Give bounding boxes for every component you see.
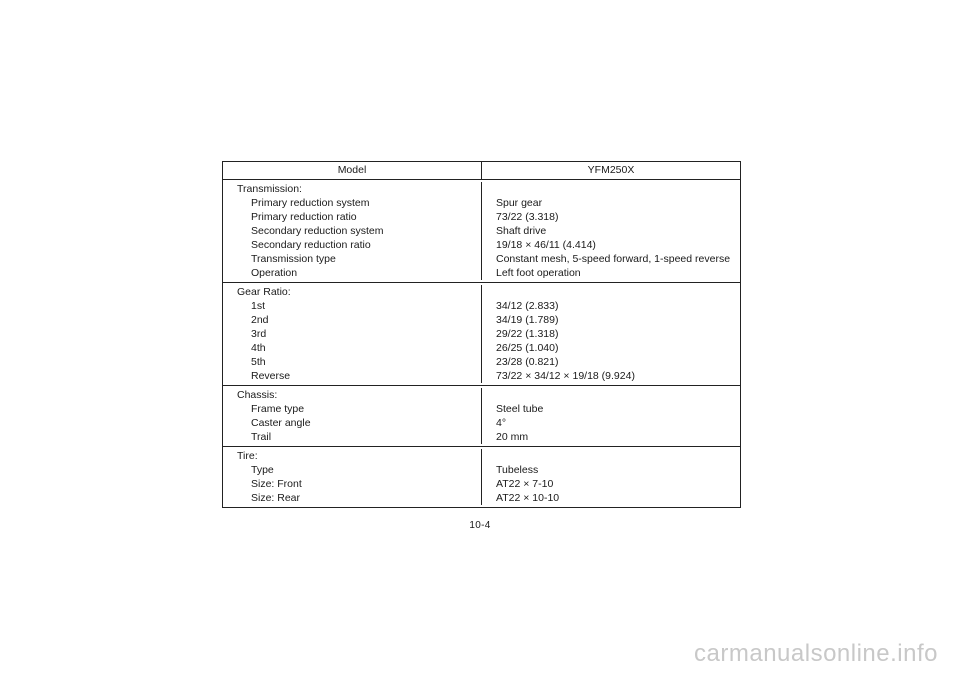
spec-value: AT22 × 7-10 <box>496 478 554 490</box>
spec-label: Secondary reduction system <box>251 225 384 237</box>
spec-label: Caster angle <box>251 417 311 429</box>
section-title-spacer <box>482 182 740 196</box>
spec-value: 4° <box>496 417 507 429</box>
spec-values <box>482 449 740 505</box>
spec-value: 23/28 (0.821) <box>496 356 559 368</box>
spec-labels <box>223 388 482 444</box>
spec-label: 1st <box>251 300 266 312</box>
spec-value: 34/12 (2.833) <box>496 300 559 312</box>
spec-labels <box>223 182 482 280</box>
spec-value: 20 mm <box>496 431 529 443</box>
spec-label: Type <box>251 464 274 476</box>
spec-value: 19/18 × 46/11 (4.414) <box>496 239 596 251</box>
section-title: Tire: <box>237 450 258 462</box>
spec-value: 34/19 (1.789) <box>496 314 559 326</box>
spec-value: Tubeless <box>496 464 539 476</box>
spec-label: Trail <box>251 431 272 443</box>
table-body <box>223 180 740 507</box>
spec-value: 26/25 (1.040) <box>496 342 559 354</box>
table-header <box>223 162 740 180</box>
spec-value: 73/22 × 34/12 × 19/18 (9.924) <box>496 370 635 382</box>
spec-values <box>482 388 740 444</box>
section-title-spacer <box>482 285 740 299</box>
spec-label: 4th <box>251 342 266 354</box>
spec-label: Transmission type <box>251 253 336 265</box>
spec-section <box>223 283 740 386</box>
section-title: Chassis: <box>237 389 278 401</box>
spec-label: 2nd <box>251 314 269 326</box>
spec-label: 5th <box>251 356 266 368</box>
spec-label: Primary reduction system <box>251 197 370 209</box>
spec-value: 73/22 (3.318) <box>496 211 559 223</box>
spec-value: AT22 × 10-10 <box>496 492 560 504</box>
model-label: Model <box>223 162 482 179</box>
spec-labels <box>223 285 482 383</box>
spec-label: Size: Front <box>251 478 302 490</box>
spec-label: Operation <box>251 267 298 279</box>
spec-label: Primary reduction ratio <box>251 211 357 223</box>
spec-label: Frame type <box>251 403 305 415</box>
watermark: carmanualsonline.info <box>694 640 938 667</box>
spec-value: Left foot operation <box>496 267 581 279</box>
spec-section <box>223 180 740 283</box>
model-value: YFM250X <box>587 164 635 176</box>
spec-labels <box>223 449 482 505</box>
section-title-spacer <box>482 388 740 402</box>
spec-section <box>223 447 740 507</box>
spec-label: Size: Rear <box>251 492 301 504</box>
page-number: 10-4 <box>469 520 491 531</box>
section-title-spacer <box>482 449 740 463</box>
spec-label: 3rd <box>251 328 267 340</box>
spec-value: Steel tube <box>496 403 544 415</box>
spec-value: Shaft drive <box>496 225 547 237</box>
spec-value: 29/22 (1.318) <box>496 328 559 340</box>
section-title: Gear Ratio: <box>237 286 291 298</box>
spec-section <box>223 386 740 447</box>
section-title: Transmission: <box>237 183 302 195</box>
spec-value: Spur gear <box>496 197 543 209</box>
spec-values <box>482 285 740 383</box>
spec-label: Reverse <box>251 370 291 382</box>
spec-table <box>222 161 741 508</box>
spec-label: Secondary reduction ratio <box>251 239 371 251</box>
spec-value: Constant mesh, 5-speed forward, 1-speed reverse <box>496 253 731 265</box>
spec-values <box>482 182 740 280</box>
